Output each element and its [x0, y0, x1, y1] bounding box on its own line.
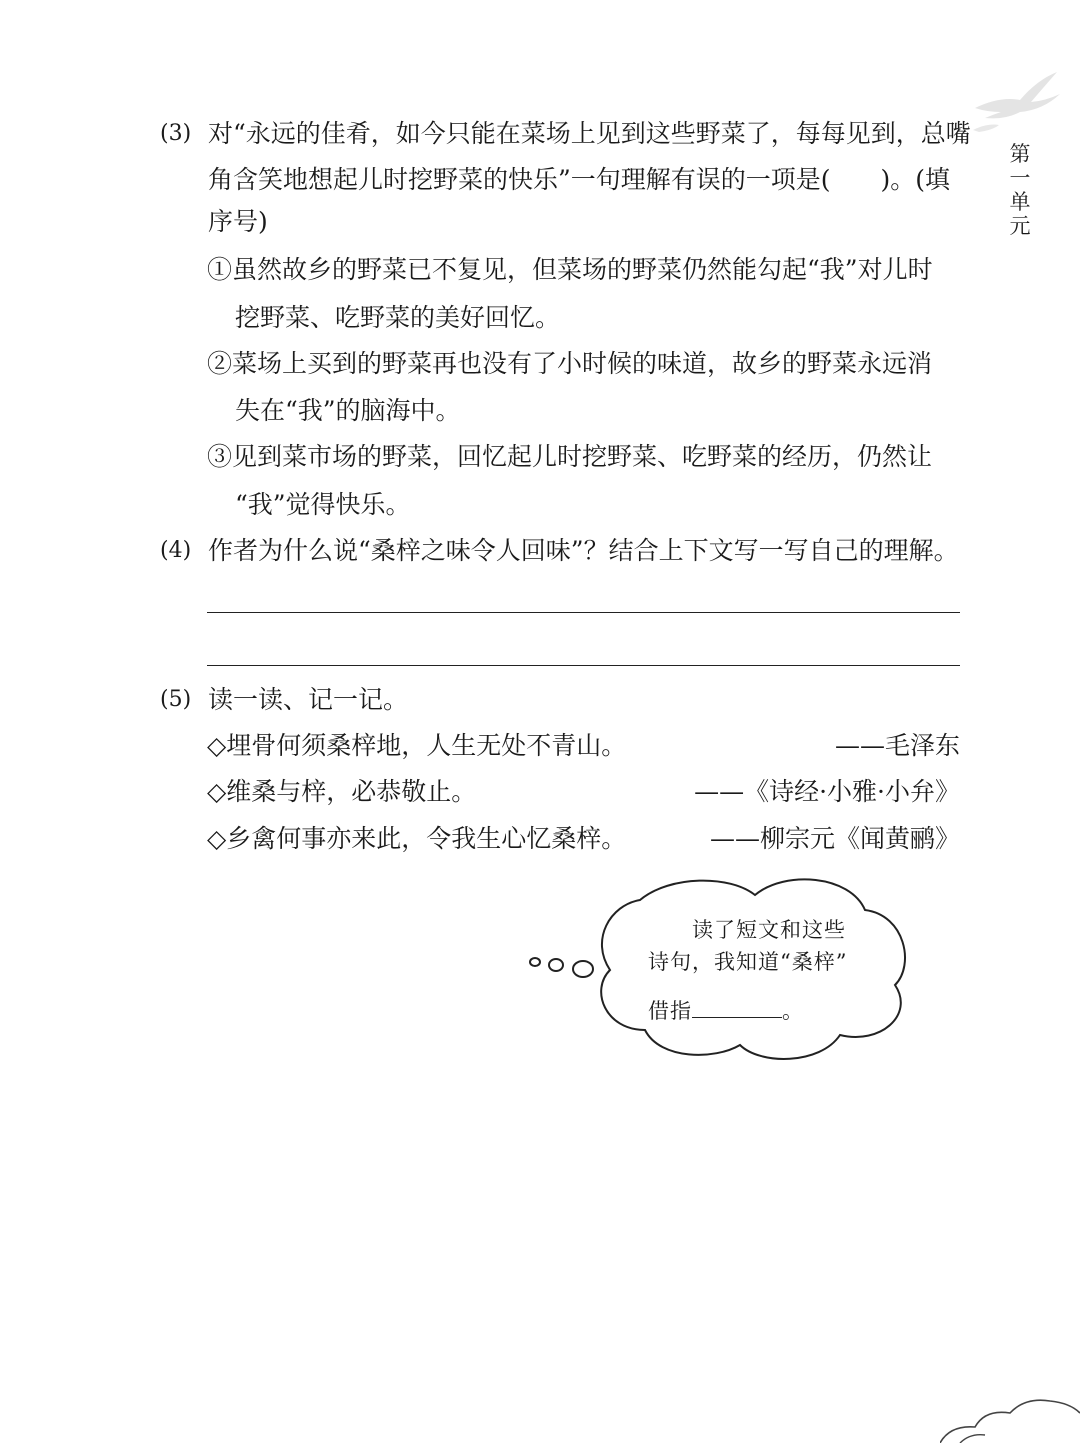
question-3-number: (3)	[160, 121, 192, 146]
question-3-line: 序号)	[208, 207, 268, 236]
quote-source: ——《诗经·小雅·小弁》	[694, 777, 960, 806]
unit-char: 单	[1009, 190, 1031, 214]
option-1-line: 挖野菜、吃野菜的美好回忆。	[235, 303, 561, 332]
option-3-line: “我”觉得快乐。	[235, 490, 411, 519]
option-2-line: ②菜场上买到的野菜再也没有了小时候的味道，故乡的野菜永远消	[207, 349, 933, 378]
question-3-line: 对“永远的佳肴，如今只能在菜场上见到这些野菜了，每每见到，总嘴	[208, 119, 971, 148]
unit-side-label	[1007, 142, 1033, 238]
question-4-number: (4)	[160, 538, 192, 563]
cloud-decoration-icon	[940, 1395, 1080, 1443]
bubble-prefix: 借指	[648, 999, 692, 1023]
question-3-line: 角含笑地想起儿时挖野菜的快乐”一句理解有误的一项是( )。(填	[208, 165, 951, 194]
bubble-suffix: 。	[782, 999, 804, 1023]
bird-icon	[965, 68, 1065, 138]
bubble-line: 读了短文和这些	[692, 918, 846, 942]
quote-text: ◇乡禽何事亦来此，令我生心忆桑梓。	[207, 824, 627, 853]
quote-source: ——柳宗元《闻黄鹂》	[709, 824, 960, 853]
bubble-line	[648, 997, 804, 1025]
option-2-line: 失在“我”的脑海中。	[235, 396, 461, 425]
quote-text: ◇维桑与梓，必恭敬止。	[207, 777, 477, 806]
answer-line[interactable]	[207, 665, 960, 666]
unit-char: 第	[1009, 142, 1031, 166]
bubble-line: 诗句，我知道“桑梓”	[648, 950, 848, 974]
option-1-line: ①虽然故乡的野菜已不复见，但菜场的野菜仍然能勾起“我”对儿时	[207, 255, 933, 284]
question-5-text: 读一读、记一记。	[208, 685, 409, 714]
unit-char: 元	[1009, 214, 1031, 238]
quote-source: ——毛泽东	[834, 731, 960, 760]
unit-char: 一	[1009, 166, 1031, 190]
question-5-number: (5)	[160, 687, 192, 712]
fill-in-blank[interactable]	[692, 997, 782, 1018]
answer-line[interactable]	[207, 612, 960, 613]
question-4-text: 作者为什么说“桑梓之味令人回味”？结合上下文写一写自己的理解。	[208, 536, 959, 565]
option-3-line: ③见到菜市场的野菜，回忆起儿时挖野菜、吃野菜的经历，仍然让	[207, 442, 933, 471]
quote-text: ◇埋骨何须桑梓地，人生无处不青山。	[207, 731, 627, 760]
